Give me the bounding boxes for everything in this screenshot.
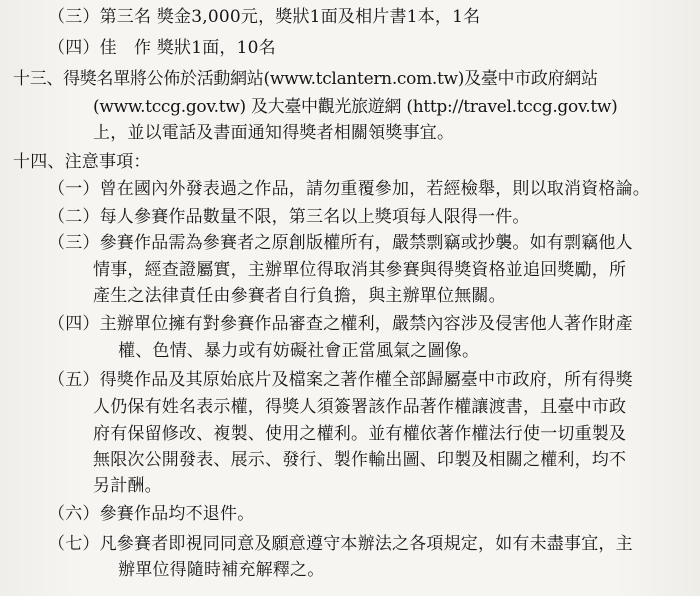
item-label: （三）: [48, 7, 100, 27]
note-1-line: [48, 178, 650, 200]
note-6-line: [48, 503, 254, 525]
item-text: 參賽作品需為參賽者之原創版權所有，嚴禁剽竊或抄襲。如有剽竊他人: [99, 233, 633, 253]
item-text: 情事，經查證屬實，主辦單位得取消其參賽與得獎資格並追回獎勵，所: [93, 260, 627, 280]
note-7-line-1: [48, 533, 633, 555]
note-5-line-2: [93, 396, 626, 418]
section-text: 注意事項：: [64, 152, 151, 172]
item-text: 參賽作品均不退件。: [99, 504, 255, 524]
section-13-line-3: [93, 122, 454, 144]
note-3-line-3: [93, 285, 506, 307]
item-label: （四）: [48, 314, 100, 334]
item-label: （七）: [48, 534, 100, 554]
item-text: 曾在國內外發表過之作品，請勿重覆參加，若經檢舉，則以取消資格論。: [99, 179, 651, 199]
section-14-heading: [13, 151, 151, 173]
item-label: （四）: [48, 38, 100, 58]
note-5-line-1: [48, 369, 633, 391]
item-text: 辦單位得隨時補充解釋之。: [118, 560, 325, 580]
prize-honorable-line: [48, 37, 276, 59]
item-label: （六）: [48, 504, 100, 524]
item-label: （三）: [48, 233, 100, 253]
note-4-line-1: [48, 313, 633, 335]
note-4-line-2: [118, 340, 479, 362]
section-13-line-1: [13, 68, 598, 90]
item-text: 主辦單位擁有對參賽作品審查之權利，嚴禁內容涉及侵害他人著作財產: [99, 314, 633, 334]
note-5-line-4: [93, 449, 626, 471]
note-3-line-2: [93, 259, 626, 281]
item-text: 另計酬。: [93, 476, 162, 496]
note-2-line: [48, 206, 530, 228]
section-text: 上，並以電話及書面通知得獎者相關領獎事宜。: [93, 123, 455, 143]
item-text: 佳 作 獎狀1面，10名: [99, 38, 276, 58]
note-5-line-3: [93, 423, 626, 445]
item-text: 人仍保有姓名表示權，得獎人須簽署該作品著作權讓渡書，且臺中市政: [93, 397, 627, 417]
item-text: 無限次公開發表、展示、發行、製作輸出圖、印製及相關之權利，均不: [93, 450, 627, 470]
item-text: 權、色情、暴力或有妨礙社會正當風氣之圖像。: [118, 341, 480, 361]
note-7-line-2: [118, 559, 324, 581]
item-text: 第三名 獎金3,000元，獎狀1面及相片書1本，1名: [99, 7, 481, 27]
item-label: （五）: [48, 370, 100, 390]
section-text: (www.tccg.gov.tw) 及大臺中觀光旅遊網 (http://travel.tccg.gov.tw): [93, 97, 618, 117]
item-label: （一）: [48, 179, 100, 199]
item-text: 得獎作品及其原始底片及檔案之著作權全部歸屬臺中市政府，所有得獎: [99, 370, 633, 390]
section-label: 十四、: [13, 152, 65, 172]
item-text: 府有保留修改、複製、使用之權利。並有權依著作權法行使一切重製及: [93, 424, 627, 444]
item-text: 凡參賽者即視同同意及願意遵守本辦法之各項規定，如有未盡事宜，主: [99, 534, 633, 554]
note-5-line-5: [93, 475, 162, 497]
item-label: （二）: [48, 207, 100, 227]
prize-third-line: [48, 6, 480, 28]
item-text: 每人參賽作品數量不限，第三名以上獎項每人限得一件。: [99, 207, 530, 227]
section-text: 得獎名單將公佈於活動網站(www.tclantern.com.tw)及臺中市政府網站: [63, 69, 598, 89]
section-label: 十三、: [13, 69, 64, 89]
section-13-line-2: [93, 96, 617, 118]
item-text: 產生之法律責任由參賽者自行負擔，與主辦單位無關。: [93, 286, 506, 306]
note-3-line-1: [48, 232, 633, 254]
